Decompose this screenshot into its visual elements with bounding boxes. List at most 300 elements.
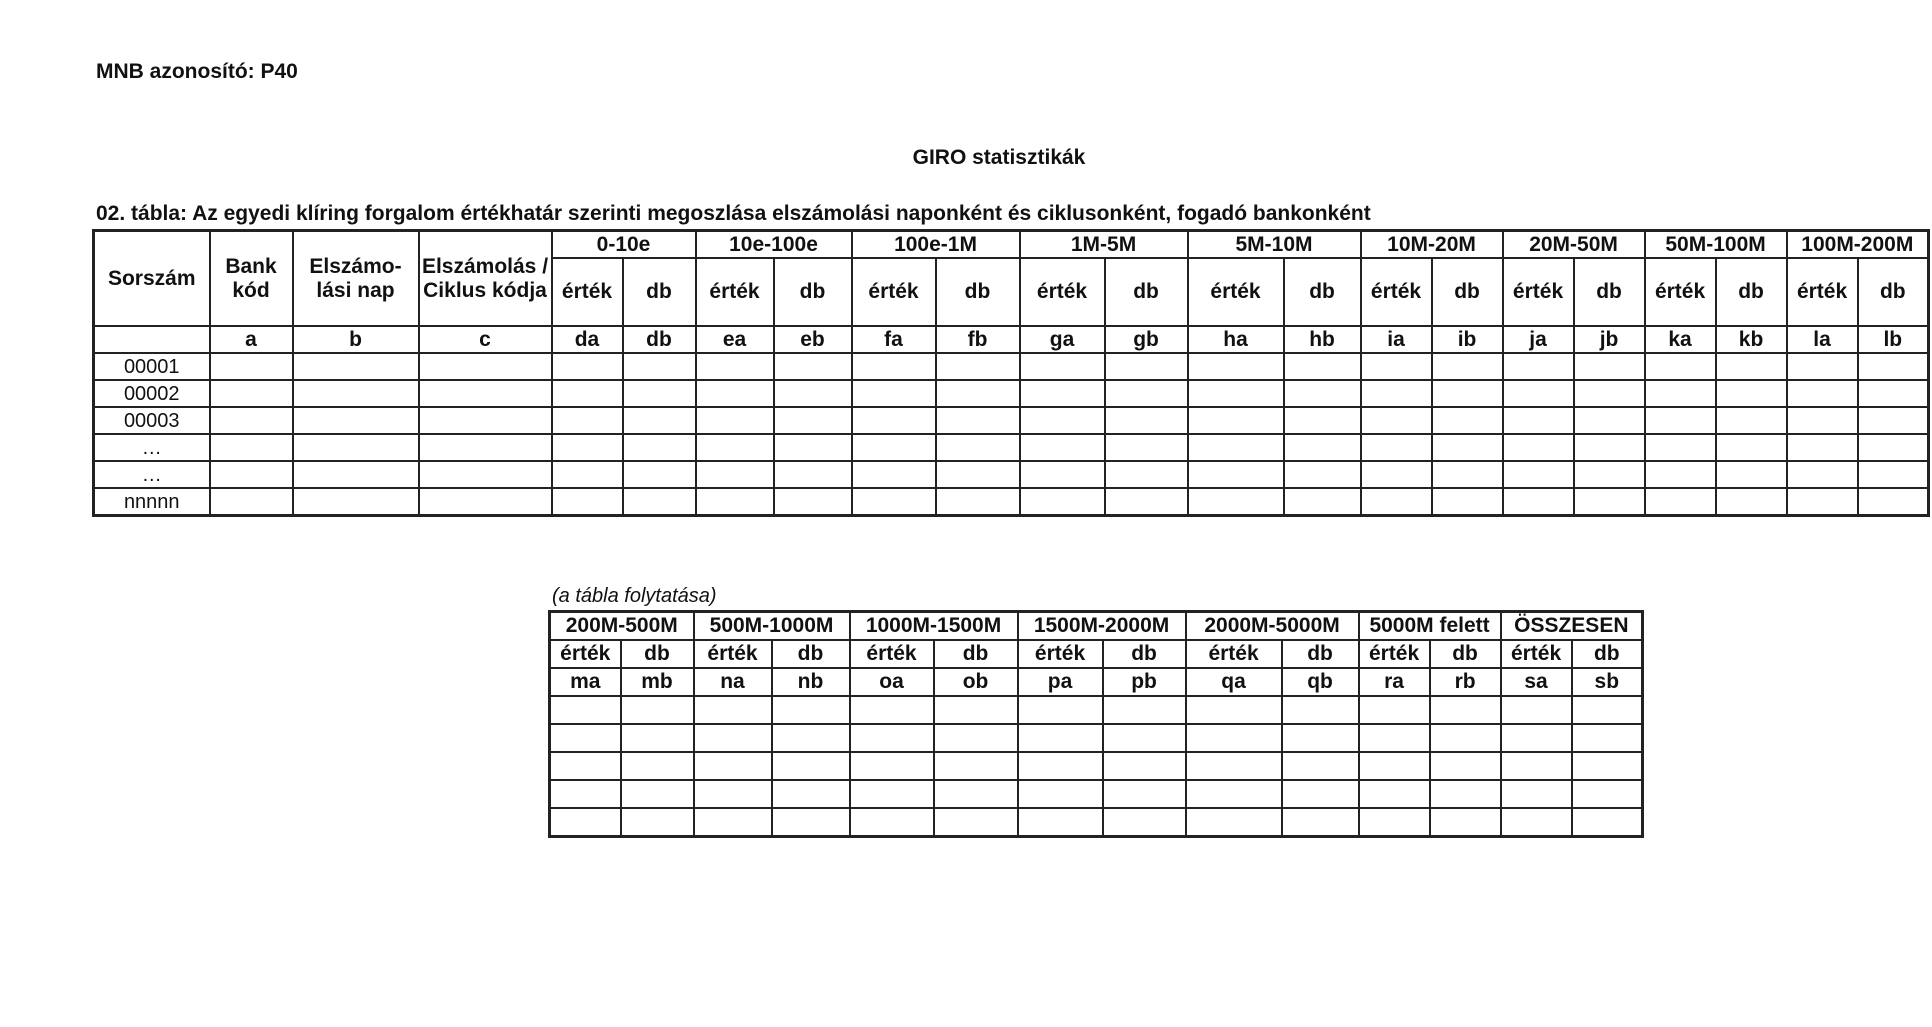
table-row [550, 780, 1643, 808]
table-row [94, 434, 1929, 461]
column-code: ga [1020, 326, 1105, 353]
data-cell [621, 780, 694, 808]
data-cell [1020, 380, 1105, 407]
count-subheader: db [1716, 258, 1787, 326]
data-cell [774, 380, 852, 407]
data-cell [1645, 488, 1716, 516]
data-cell [1105, 434, 1188, 461]
data-cell [552, 353, 623, 380]
range-header: ÖSSZESEN [1501, 612, 1643, 641]
data-cell [694, 780, 772, 808]
count-subheader: db [623, 258, 696, 326]
data-cell [1105, 380, 1188, 407]
count-subheader: db [1284, 258, 1361, 326]
column-code: db [623, 326, 696, 353]
data-cell [774, 407, 852, 434]
data-cell [1188, 380, 1284, 407]
range-header: 5M-10M [1188, 231, 1361, 259]
value-subheader: érték [1359, 640, 1430, 668]
range-header: 10M-20M [1361, 231, 1503, 259]
data-cell [1020, 461, 1105, 488]
data-cell [694, 808, 772, 837]
data-cell [850, 724, 934, 752]
data-cell [1716, 461, 1787, 488]
data-cell [1572, 780, 1643, 808]
column-code: oa [850, 668, 934, 696]
data-cell [621, 696, 694, 724]
value-subheader: érték [694, 640, 772, 668]
data-cell [1359, 752, 1430, 780]
continuation-table [548, 610, 1644, 838]
data-cell [852, 488, 936, 516]
data-cell [1103, 780, 1186, 808]
data-cell [552, 488, 623, 516]
data-cell [850, 808, 934, 837]
data-cell [550, 808, 621, 837]
data-cell [936, 353, 1020, 380]
data-cell [774, 488, 852, 516]
data-cell [696, 488, 774, 516]
count-subheader: db [936, 258, 1020, 326]
column-code-empty [94, 326, 210, 353]
range-header: 1500M-2000M [1018, 612, 1186, 641]
table-row [94, 380, 1929, 407]
column-code: sb [1572, 668, 1643, 696]
data-cell [1503, 380, 1574, 407]
data-cell [1572, 724, 1643, 752]
data-cell [1716, 380, 1787, 407]
column-code: jb [1574, 326, 1645, 353]
data-cell [1282, 780, 1359, 808]
data-cell [210, 407, 293, 434]
data-cell [1787, 461, 1858, 488]
data-cell [1501, 752, 1572, 780]
data-cell [1282, 808, 1359, 837]
column-code: ea [696, 326, 774, 353]
data-cell [210, 461, 293, 488]
header-bank-kod: Bank kód [210, 231, 293, 327]
data-cell [1103, 808, 1186, 837]
data-cell [1432, 488, 1503, 516]
value-subheader: érték [1188, 258, 1284, 326]
data-cell [934, 780, 1018, 808]
data-cell [936, 461, 1020, 488]
data-cell [850, 696, 934, 724]
data-cell [1186, 780, 1282, 808]
data-cell [1716, 407, 1787, 434]
data-cell [1018, 752, 1103, 780]
column-code: mb [621, 668, 694, 696]
data-cell [696, 353, 774, 380]
data-cell [1361, 353, 1432, 380]
value-subheader: érték [1503, 258, 1574, 326]
data-cell [293, 488, 419, 516]
data-cell [550, 780, 621, 808]
data-cell [852, 353, 936, 380]
data-cell [772, 696, 850, 724]
count-subheader: db [934, 640, 1018, 668]
range-header: 0-10e [552, 231, 696, 259]
data-cell [1645, 380, 1716, 407]
data-cell [1572, 808, 1643, 837]
column-code: ma [550, 668, 621, 696]
data-cell [774, 434, 852, 461]
data-cell [550, 696, 621, 724]
data-cell [774, 461, 852, 488]
data-cell [1645, 407, 1716, 434]
continuation-note: (a tábla folytatása) [552, 585, 717, 607]
count-subheader: db [1103, 640, 1186, 668]
data-cell [1432, 461, 1503, 488]
column-code: sa [1501, 668, 1572, 696]
data-cell [934, 752, 1018, 780]
column-code: fb [936, 326, 1020, 353]
document-title: GIRO statisztikák [912, 146, 1086, 169]
data-cell [1284, 353, 1361, 380]
data-cell [1103, 752, 1186, 780]
data-cell [1574, 380, 1645, 407]
table-row [550, 752, 1643, 780]
data-cell [934, 696, 1018, 724]
data-cell [419, 461, 552, 488]
data-cell [1018, 780, 1103, 808]
data-cell [1503, 461, 1574, 488]
data-cell [1501, 808, 1572, 837]
column-code: eb [774, 326, 852, 353]
count-subheader: db [1430, 640, 1501, 668]
count-subheader: db [1282, 640, 1359, 668]
data-cell [1432, 407, 1503, 434]
data-cell [1359, 696, 1430, 724]
table-row [550, 724, 1643, 752]
column-code: b [293, 326, 419, 353]
data-cell [936, 488, 1020, 516]
data-cell [1188, 434, 1284, 461]
range-header: 100e-1M [852, 231, 1020, 259]
data-cell [1574, 407, 1645, 434]
data-cell [1716, 353, 1787, 380]
column-code: rb [1430, 668, 1501, 696]
data-cell [852, 434, 936, 461]
data-cell [696, 434, 774, 461]
data-cell [1787, 380, 1858, 407]
data-cell [852, 461, 936, 488]
data-cell [210, 380, 293, 407]
range-header: 20M-50M [1503, 231, 1645, 259]
value-subheader: érték [552, 258, 623, 326]
data-cell [1186, 696, 1282, 724]
data-cell [1430, 724, 1501, 752]
value-subheader: érték [1645, 258, 1716, 326]
data-cell [419, 380, 552, 407]
data-cell [1430, 780, 1501, 808]
table-row [94, 461, 1929, 488]
data-cell [1645, 353, 1716, 380]
header-ciklus-kodja: Elszámolás / Ciklus kódja [419, 231, 552, 327]
table-row [550, 808, 1643, 837]
data-cell [852, 407, 936, 434]
data-cell [552, 434, 623, 461]
column-code: ha [1188, 326, 1284, 353]
data-cell [1430, 696, 1501, 724]
data-cell [1105, 407, 1188, 434]
data-cell [772, 724, 850, 752]
data-cell [1188, 461, 1284, 488]
data-cell [1359, 808, 1430, 837]
data-cell [696, 461, 774, 488]
data-cell [1284, 461, 1361, 488]
data-cell [850, 752, 934, 780]
value-subheader: érték [1501, 640, 1572, 668]
data-cell [774, 353, 852, 380]
column-code: gb [1105, 326, 1188, 353]
data-cell [419, 407, 552, 434]
data-cell [1284, 488, 1361, 516]
data-cell [852, 380, 936, 407]
header-sorszam: Sorszám [94, 231, 210, 327]
column-code: pb [1103, 668, 1186, 696]
data-cell [1645, 434, 1716, 461]
data-cell [1501, 724, 1572, 752]
column-code: hb [1284, 326, 1361, 353]
data-cell [1574, 488, 1645, 516]
count-subheader: db [772, 640, 850, 668]
data-cell [550, 724, 621, 752]
column-code: da [552, 326, 623, 353]
table-caption: 02. tábla: Az egyedi klíring forgalom értékhatár szerinti megoszlása elszámolási naponként és ciklusonként, fogadó bankonként [96, 202, 1371, 225]
data-cell [1430, 752, 1501, 780]
table-row [550, 696, 1643, 724]
data-cell [293, 461, 419, 488]
data-cell [1188, 407, 1284, 434]
data-cell [1503, 407, 1574, 434]
data-cell [1359, 780, 1430, 808]
data-cell [936, 407, 1020, 434]
count-subheader: db [1105, 258, 1188, 326]
data-cell [772, 780, 850, 808]
data-cell [1430, 808, 1501, 837]
range-header: 50M-100M [1645, 231, 1787, 259]
data-cell [1503, 353, 1574, 380]
column-code: ob [934, 668, 1018, 696]
data-cell [623, 407, 696, 434]
row-serial: … [94, 434, 210, 461]
column-code: ia [1361, 326, 1432, 353]
data-cell [850, 780, 934, 808]
data-cell [694, 696, 772, 724]
range-header: 5000M felett [1359, 612, 1501, 641]
data-cell [1716, 488, 1787, 516]
data-cell [1787, 407, 1858, 434]
data-cell [1432, 434, 1503, 461]
data-cell [1858, 461, 1929, 488]
data-cell [1020, 407, 1105, 434]
row-serial: … [94, 461, 210, 488]
data-cell [1186, 752, 1282, 780]
value-subheader: érték [1361, 258, 1432, 326]
data-cell [1503, 434, 1574, 461]
data-cell [552, 461, 623, 488]
value-subheader: érték [1186, 640, 1282, 668]
column-code: kb [1716, 326, 1787, 353]
data-cell [1284, 380, 1361, 407]
data-cell [1574, 461, 1645, 488]
table-row [94, 407, 1929, 434]
data-cell [1284, 407, 1361, 434]
data-cell [550, 752, 621, 780]
data-cell [210, 488, 293, 516]
data-cell [696, 407, 774, 434]
range-header: 1M-5M [1020, 231, 1188, 259]
data-cell [1645, 461, 1716, 488]
data-cell [1018, 696, 1103, 724]
range-header: 1000M-1500M [850, 612, 1018, 641]
data-cell [1432, 353, 1503, 380]
column-code: ib [1432, 326, 1503, 353]
data-cell [623, 353, 696, 380]
column-code: ra [1359, 668, 1430, 696]
data-cell [1361, 380, 1432, 407]
data-cell [1282, 696, 1359, 724]
data-cell [1188, 353, 1284, 380]
data-cell [1572, 752, 1643, 780]
data-cell [1361, 407, 1432, 434]
data-cell [621, 752, 694, 780]
mnb-identifier: MNB azonosító: P40 [96, 60, 298, 83]
data-cell [623, 488, 696, 516]
value-subheader: érték [1020, 258, 1105, 326]
data-cell [621, 808, 694, 837]
data-cell [1282, 724, 1359, 752]
value-subheader: érték [1787, 258, 1858, 326]
column-code: fa [852, 326, 936, 353]
table-row [94, 353, 1929, 380]
data-cell [1361, 434, 1432, 461]
data-cell [1020, 353, 1105, 380]
data-cell [419, 488, 552, 516]
row-serial: 00001 [94, 353, 210, 380]
data-cell [694, 724, 772, 752]
data-cell [419, 434, 552, 461]
row-serial: 00003 [94, 407, 210, 434]
data-cell [1361, 488, 1432, 516]
count-subheader: db [1572, 640, 1643, 668]
data-cell [1572, 696, 1643, 724]
data-cell [772, 752, 850, 780]
range-header: 100M-200M [1787, 231, 1929, 259]
column-code: ka [1645, 326, 1716, 353]
data-cell [1186, 724, 1282, 752]
data-cell [552, 407, 623, 434]
data-cell [1858, 380, 1929, 407]
data-cell [1716, 434, 1787, 461]
data-cell [1105, 488, 1188, 516]
data-cell [1105, 461, 1188, 488]
count-subheader: db [774, 258, 852, 326]
data-cell [552, 380, 623, 407]
value-subheader: érték [550, 640, 621, 668]
data-cell [210, 434, 293, 461]
data-cell [1105, 353, 1188, 380]
value-subheader: érték [852, 258, 936, 326]
data-cell [210, 353, 293, 380]
range-header: 2000M-5000M [1186, 612, 1359, 641]
data-cell [1858, 353, 1929, 380]
row-serial: nnnnn [94, 488, 210, 516]
header-elszamolasi-nap: Elszámo- lási nap [293, 231, 419, 327]
column-code: lb [1858, 326, 1929, 353]
data-cell [936, 380, 1020, 407]
column-code: la [1787, 326, 1858, 353]
column-code: c [419, 326, 552, 353]
data-cell [1018, 724, 1103, 752]
data-cell [623, 461, 696, 488]
data-cell [936, 434, 1020, 461]
data-cell [1020, 488, 1105, 516]
data-cell [1501, 696, 1572, 724]
data-cell [696, 380, 774, 407]
column-code: qb [1282, 668, 1359, 696]
count-subheader: db [1574, 258, 1645, 326]
column-code: qa [1186, 668, 1282, 696]
data-cell [1787, 353, 1858, 380]
data-cell [1282, 752, 1359, 780]
data-cell [1188, 488, 1284, 516]
data-cell [1787, 488, 1858, 516]
data-cell [293, 407, 419, 434]
main-statistics-table [92, 229, 1930, 517]
column-code: nb [772, 668, 850, 696]
column-code: pa [1018, 668, 1103, 696]
data-cell [293, 434, 419, 461]
column-code: na [694, 668, 772, 696]
data-cell [1787, 434, 1858, 461]
range-header: 500M-1000M [694, 612, 850, 641]
data-cell [934, 808, 1018, 837]
data-cell [694, 752, 772, 780]
data-cell [623, 434, 696, 461]
data-cell [1574, 353, 1645, 380]
data-cell [1574, 434, 1645, 461]
column-code: a [210, 326, 293, 353]
count-subheader: db [1858, 258, 1929, 326]
table-row [94, 488, 1929, 516]
data-cell [772, 808, 850, 837]
data-cell [1020, 434, 1105, 461]
data-cell [1103, 696, 1186, 724]
data-cell [293, 380, 419, 407]
data-cell [1503, 488, 1574, 516]
data-cell [1359, 724, 1430, 752]
range-header: 200M-500M [550, 612, 694, 641]
range-header: 10e-100e [696, 231, 852, 259]
data-cell [419, 353, 552, 380]
data-cell [293, 353, 419, 380]
data-cell [1284, 434, 1361, 461]
value-subheader: érték [696, 258, 774, 326]
data-cell [1103, 724, 1186, 752]
data-cell [1858, 434, 1929, 461]
data-cell [623, 380, 696, 407]
data-cell [1432, 380, 1503, 407]
data-cell [1858, 488, 1929, 516]
data-cell [1186, 808, 1282, 837]
value-subheader: érték [1018, 640, 1103, 668]
row-serial: 00002 [94, 380, 210, 407]
data-cell [934, 724, 1018, 752]
data-cell [621, 724, 694, 752]
data-cell [1018, 808, 1103, 837]
